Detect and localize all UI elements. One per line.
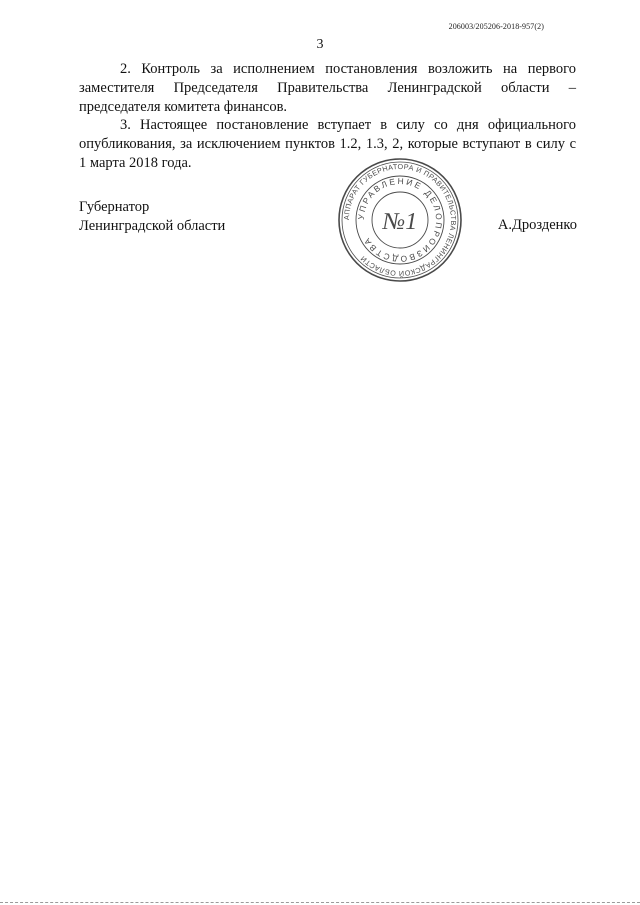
- paragraph-2: 2. Контроль за исполнением постановления возложить на первого заместителя Председателя Правительства Ленинградской области – председателя комитета финансов.: [79, 61, 576, 115]
- signature-name: А.Дрозденко: [497, 217, 577, 233]
- signature-title: [79, 198, 225, 236]
- document-id: 206003/205206-2018-957(2): [448, 22, 544, 31]
- seal-outer-text: АППАРАТ ГУБЕРНАТОРА И ПРАВИТЕЛЬСТВА ЛЕНИНГРАДСКОЙ ОБЛАСТИ: [341, 161, 459, 279]
- seal-center-text: №1: [382, 209, 418, 235]
- page-bottom-rule: [0, 902, 640, 903]
- signature-title-line2: Ленинградской области: [79, 217, 226, 234]
- signature-title-line1: Губернатор: [79, 199, 150, 215]
- paragraph-3: 3. Настоящее постановление вступает в силу со дня официального опубликования, за исключением пунктов 1.2, 1.3, 2, которые вступают в силу с 1 марта 2018 года.: [79, 117, 576, 171]
- seal-inner-text: УПРАВЛЕНИЕ ДЕЛОПРОИЗВОДСТВА: [355, 175, 445, 265]
- seal-graphic: [337, 157, 463, 283]
- official-seal: [337, 157, 463, 283]
- page-number: 3: [316, 37, 324, 52]
- document-body: [79, 60, 576, 173]
